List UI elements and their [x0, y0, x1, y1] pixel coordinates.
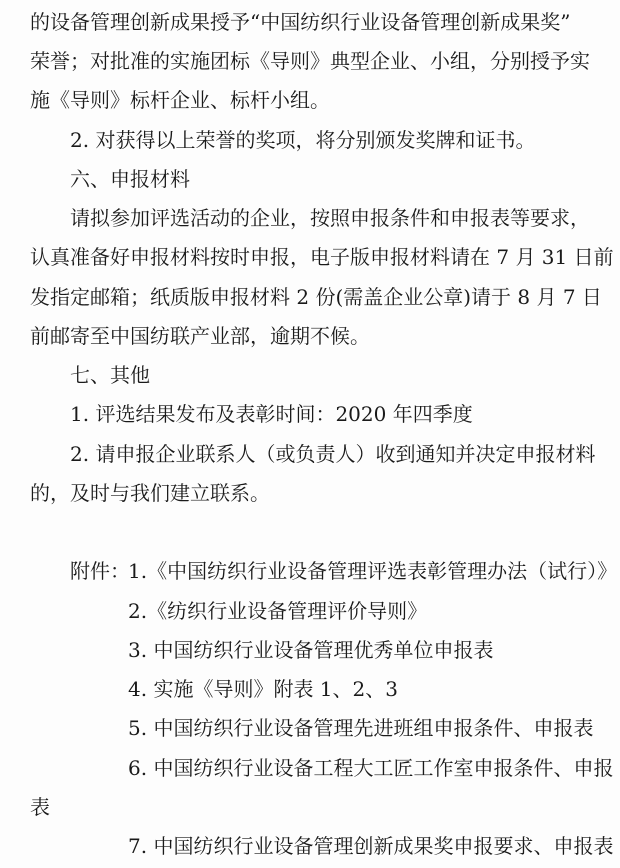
attachments-label: 附件：: [70, 559, 130, 584]
award-item-2: 2. 对获得以上荣誉的奖项，将分别颁发奖牌和证书。: [70, 127, 536, 152]
other-item-2-line-1: 2. 请申报企业联系人（或负责人）收到通知并决定申报材料: [70, 441, 596, 466]
materials-line-4: 前邮寄至中国纺联产业部，逾期不候。: [30, 323, 370, 348]
award-intro-line-3: 施《导则》标杆企业、标杆小组。: [30, 88, 330, 113]
award-intro-line-2: 荣誉；对批准的实施团标《导则》典型企业、小组，分别授予实: [30, 49, 590, 74]
section-heading-other: 七、其他: [70, 363, 150, 388]
attachment-item-2: 2.《纺织行业设备管理评价导则》: [128, 598, 428, 623]
materials-line-1: 请拟参加评选活动的企业，按照申报条件和申报表等要求，: [70, 206, 590, 231]
attachment-item-4: 4. 实施《导则》附表 1、2、3: [128, 677, 398, 702]
attachment-item-7: 7. 中国纺织行业设备管理创新成果奖申报要求、申报表: [128, 834, 614, 858]
attachment-item-3: 3. 中国纺织行业设备管理优秀单位申报表: [128, 637, 494, 662]
materials-line-2: 认真准备好申报材料按时申报，电子版申报材料请在 7 月 31 日前: [30, 245, 614, 270]
other-item-2-line-2: 的，及时与我们建立联系。: [30, 480, 270, 505]
section-heading-materials: 六、申报材料: [70, 166, 190, 191]
materials-line-3: 发指定邮箱；纸质版申报材料 2 份(需盖企业公章)请于 8 月 7 日: [30, 284, 602, 309]
other-item-1: 1. 评选结果发布及表彰时间：2020 年四季度: [70, 402, 473, 427]
attachment-item-1: 1.《中国纺织行业设备管理评选表彰管理办法（试行）》: [128, 559, 618, 584]
attachment-item-5: 5. 中国纺织行业设备管理先进班组申报条件、申报表: [128, 716, 594, 741]
award-intro-line-1: 的设备管理创新成果授予“中国纺织行业设备管理创新成果奖”: [30, 10, 571, 34]
attachment-item-6-line-1: 6. 中国纺织行业设备工程大工匠工作室申报条件、申报: [128, 755, 614, 780]
attachment-item-6-line-2: 表: [30, 794, 50, 819]
